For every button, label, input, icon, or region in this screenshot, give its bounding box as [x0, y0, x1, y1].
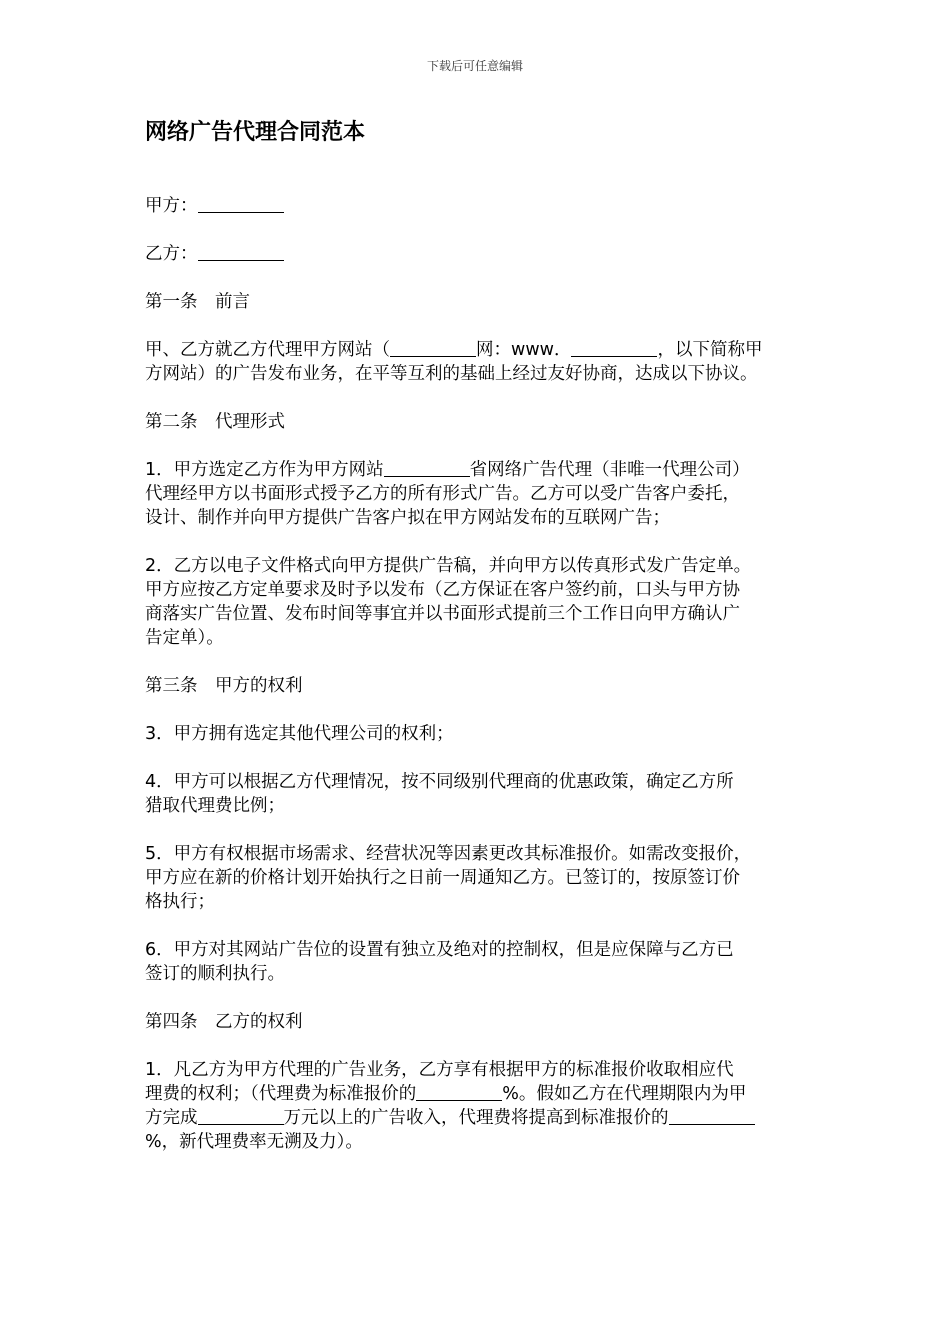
article-4-heading: 第四条 乙方的权利: [145, 1012, 303, 1032]
text-run: 甲、乙方就乙方代理甲方网站（: [145, 340, 390, 360]
text-run: ，以下简称甲: [657, 340, 763, 360]
contract-body: [145, 116, 810, 1154]
article-3-clause-5: [145, 842, 810, 914]
commission-rate-blank: [416, 1083, 502, 1101]
text-run: 网：www．: [476, 340, 572, 360]
party-a-label: 甲方：: [145, 196, 198, 216]
article-2-heading: 第二条 代理形式: [145, 412, 285, 432]
text-run: 理费的权利；（代理费为标准报价的: [145, 1084, 417, 1104]
text-line: 5．甲方有权根据市场需求、经营状况等因素更改其标准报价。如需改变报价，: [145, 844, 752, 864]
revenue-threshold-blank: [198, 1107, 284, 1125]
text-line: 甲方应按乙方定单要求及时予以发布（乙方保证在客户签约前，口头与甲方协: [145, 580, 740, 600]
text-line: 代理经甲方以书面形式授予乙方的所有形式广告。乙方可以受广告客户委托，: [145, 484, 740, 504]
text-line: 签订的顺利执行。: [145, 964, 285, 984]
article-3-clause-6: [145, 938, 810, 986]
text-line: 猎取代理费比例；: [145, 796, 285, 816]
article-3-heading: 第三条 甲方的权利: [145, 676, 303, 696]
page-header-note: 下载后可任意编辑: [426, 59, 523, 73]
text-line: 6．甲方对其网站广告位的设置有独立及绝对的控制权，但是应保障与乙方已: [145, 940, 734, 960]
article-1-paragraph: [145, 338, 810, 386]
website-name-blank: [390, 339, 476, 357]
text-line: 商落实广告位置、发布时间等事宜并以书面形式提前三个工作日向甲方确认广: [145, 604, 740, 624]
party-b-label: 乙方：: [145, 244, 198, 264]
party-a-blank: [198, 195, 284, 213]
text-line: %，新代理费率无溯及力）。: [145, 1132, 363, 1152]
text-line: 方网站）的广告发布业务，在平等互利的基础上经过友好协商，达成以下协议。: [145, 364, 758, 384]
article-4-clause-1: [145, 1058, 810, 1154]
text-line: 4．甲方可以根据乙方代理情况，按不同级别代理商的优惠政策，确定乙方所: [145, 772, 734, 792]
text-line: 格执行；: [145, 892, 215, 912]
text-run: 万元以上的广告收入，代理费将提高到标准报价的: [283, 1108, 669, 1128]
article-3-clause-3: 3．甲方拥有选定其他代理公司的权利；: [145, 724, 454, 744]
article-2-clause-2: [145, 554, 810, 650]
text-run: 省网络广告代理（非唯一代理公司）: [469, 460, 750, 480]
party-b-line: [145, 242, 810, 266]
raised-rate-blank: [669, 1107, 755, 1125]
text-line: 2．乙方以电子文件格式向甲方提供广告稿，并向甲方以传真形式发广告定单。: [145, 556, 752, 576]
document-title: 网络广告代理合同范本: [145, 120, 366, 145]
text-run: 1．甲方选定乙方作为甲方网站: [145, 460, 384, 480]
text-run: 方完成: [145, 1108, 198, 1128]
text-run: %。假如乙方在代理期限内为甲: [502, 1084, 747, 1104]
article-1-heading: 第一条 前言: [145, 292, 250, 312]
text-line: 甲方应在新的价格计划开始执行之日前一周通知乙方。已签订的，按原签订价: [145, 868, 740, 888]
text-line: 1．凡乙方为甲方代理的广告业务，乙方享有根据甲方的标准报价收取相应代: [145, 1060, 734, 1080]
text-line: 设计、制作并向甲方提供广告客户拟在甲方网站发布的互联网广告；: [145, 508, 670, 528]
province-blank: [384, 459, 470, 477]
website-domain-blank: [571, 339, 657, 357]
party-a-line: [145, 194, 810, 218]
article-3-clause-4: [145, 770, 810, 818]
text-line: 告定单）。: [145, 628, 224, 648]
article-2-clause-1: [145, 458, 810, 530]
party-b-blank: [198, 243, 284, 261]
